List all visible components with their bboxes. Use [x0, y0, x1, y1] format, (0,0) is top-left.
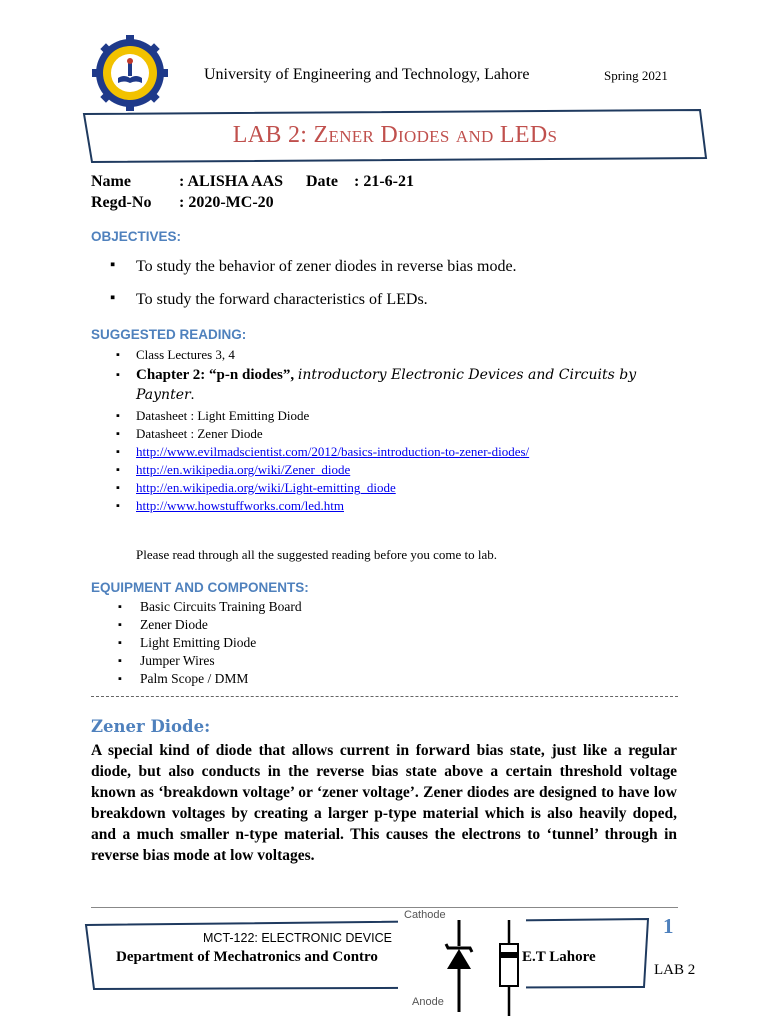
- reading-heading: SUGGESTED READING:: [91, 327, 247, 342]
- reading-chapter: ▪ Chapter 2: “p-n diodes”, introductory Electronic Devices and Circuits by Paynter.: [116, 365, 676, 405]
- name-row: [91, 173, 414, 191]
- reading-link-item: [116, 461, 676, 479]
- equipment-heading: EQUIPMENT AND COMPONENTS:: [91, 580, 309, 595]
- university-name: University of Engineering and Technology, Lahore: [204, 66, 530, 83]
- page-number: 1: [663, 914, 674, 938]
- reading-link[interactable]: http://en.wikipedia.org/wiki/Light-emitting_diode: [136, 480, 396, 495]
- university-logo: [91, 34, 169, 112]
- objectives-list: [110, 258, 517, 324]
- equipment-item: ▪ Palm Scope / DMM: [118, 670, 302, 688]
- reading-link[interactable]: http://www.evilmadscientist.com/2012/basics-introduction-to-zener-diodes/: [136, 444, 530, 459]
- date-value: : 21-6-21: [354, 173, 414, 190]
- name-value: : ALISHA AAS: [179, 173, 284, 190]
- lab-title: LAB 2: Zener Diodes and LEDs: [232, 122, 558, 148]
- reading-link-item: [116, 497, 676, 515]
- equipment-item: ▪ Zener Diode: [118, 616, 302, 634]
- reading-link[interactable]: http://www.howstuffworks.com/led.htm: [136, 498, 344, 513]
- equipment-item: ▪ Light Emitting Diode: [118, 634, 302, 652]
- semester-label: Spring 2021: [604, 68, 668, 83]
- zener-heading: Zener Diode:: [91, 717, 211, 736]
- date-label: Date: [306, 173, 338, 190]
- reading-link-item: [116, 479, 676, 497]
- course-code: MCT-122: ELECTRONIC DEVICE: [203, 931, 392, 945]
- zener-paragraph: A special kind of diode that allows current in forward bias state, just like a regular diode, but also conducts in the reverse bias state above a certain threshold voltage known as ‘breakdown voltage’ or ‘zener voltage’. Zener diodes are designed to have low breakdown voltages by creating a larger p-type material which is also heavily doped, and a much smaller n-type material. This causes the electrons to ‘tunnel’ through in reverse bias mode at low voltages.: [91, 742, 677, 864]
- department-name: Department of Mechatronics and Contro: [116, 949, 378, 965]
- cathode-label: Cathode: [404, 909, 446, 921]
- reading-list: [116, 346, 676, 515]
- chapter-book: introductory Electronic Devices and Circuits by Paynter: [136, 367, 637, 403]
- equipment-list: [118, 598, 302, 688]
- title-banner: [82, 108, 708, 164]
- reading-item: ▪ Datasheet : Light Emitting Diode: [116, 407, 676, 425]
- reading-link-item: [116, 443, 676, 461]
- reading-note: Please read through all the suggested reading before you come to lab.: [136, 547, 497, 562]
- lab-label: LAB 2: [654, 962, 696, 978]
- equipment-item: ▪ Jumper Wires: [118, 652, 302, 670]
- objective-item: ▪ To study the forward characteristics of LEDs.: [110, 291, 517, 324]
- reading-item: ▪ Class Lectures 3, 4: [116, 346, 676, 364]
- regd-label: Regd-No: [91, 194, 152, 211]
- zener-symbol-diagram: [398, 908, 526, 1024]
- reading-item: ▪ Datasheet : Zener Diode: [116, 425, 676, 443]
- name-label: Name: [91, 173, 131, 190]
- university-city-footer: E.T Lahore: [522, 949, 596, 965]
- objectives-heading: OBJECTIVES:: [91, 229, 182, 244]
- regd-row: [91, 194, 274, 212]
- footer-rule: [91, 907, 678, 908]
- reading-link[interactable]: http://en.wikipedia.org/wiki/Zener_diode: [136, 462, 351, 477]
- regd-value: : 2020-MC-20: [179, 194, 274, 211]
- equipment-item: ▪ Basic Circuits Training Board: [118, 598, 302, 616]
- objective-item: ▪ To study the behavior of zener diodes in reverse bias mode.: [110, 258, 517, 291]
- chapter-title: Chapter 2: “p-n diodes”,: [136, 367, 295, 383]
- anode-label: Anode: [412, 996, 444, 1008]
- section-divider: [91, 696, 678, 697]
